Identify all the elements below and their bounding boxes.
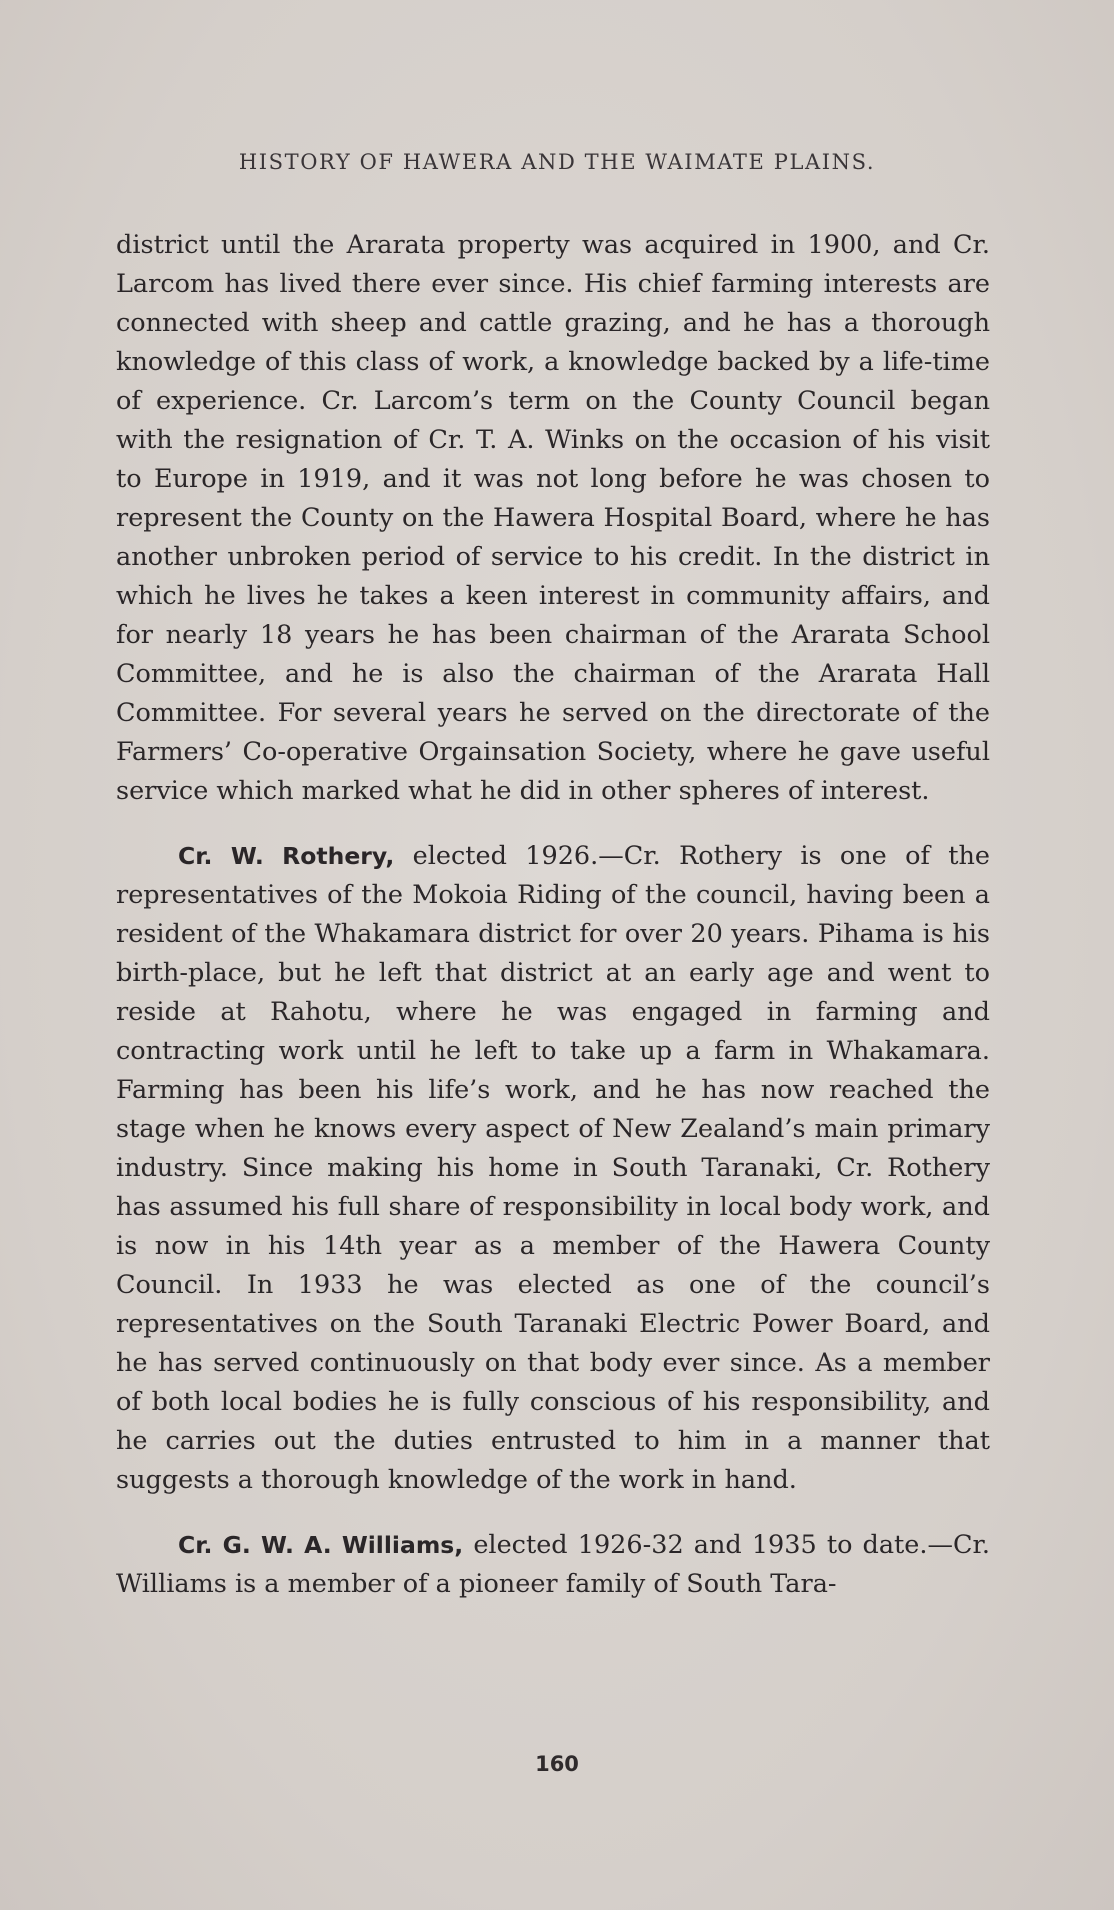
running-title: HISTORY OF HAWERA AND THE WAIMATE PLAINS. (238, 150, 876, 174)
paragraph-williams (116, 1526, 990, 1604)
paragraph-rothery-text: elected 1926.—Cr. Rothery is one of the representatives of the Mokoia Riding of the council, having been a resident of the Whakamara district for over 20 years. Pihama is his birth-place, but he left that district at an early age and went to reside at Rahotu, where he was engaged in farming and contracting work until he left to take up a farm in Whakamara. Farming has been his life’s work, and he has now reached the stage when he knows every aspect of New Zealand’s main primary industry. Since making his home in South Taranaki, Cr. Rothery has assumed his full share of responsibility in local body work, and is now in his 14th year as a member of the Hawera County Council. In 1933 he was elected as one of the council’s representatives on the South Taranaki Electric Power Board, and he has served continuously on that body ever since. As a member of both local bodies he is fully conscious of his responsibility, and he carries out the duties entrusted to him in a manner that suggests a thorough knowledge of the work in hand. (116, 841, 990, 1495)
paragraph-larcom-continued: district until the Ararata property was acquired in 1900, and Cr. Larcom has lived there ever since. His chief farming interests are connected with sheep and cattle grazing, and he has a thorough knowledge of this class of work, a knowledge backed by a life-time of experience. Cr. Larcom’s term on the County Council began with the resignation of Cr. T. A. Winks on the occasion of his visit to Europe in 1919, and it was not long before he was chosen to represent the County on the Hawera Hospital Board, where he has another unbroken period of service to his credit. In the district in which he lives he takes a keen interest in community affairs, and for nearly 18 years he has been chairman of the Ararata School Committee, and he is also the chairman of the Ararata Hall Committee. For several years he served on the directorate of the Farmers’ Co-operative Orgainsation Society, where he gave useful service which marked what he did in other spheres of interest. (116, 230, 990, 806)
councillor-name-rothery: Cr. W. Rothery, (178, 842, 395, 870)
paragraph-williams-text: elected 1926-32 and 1935 to date.—Cr. Williams is a member of a pioneer family of South Tara- (116, 1530, 990, 1599)
page-number: 160 (535, 1752, 579, 1776)
councillor-name-williams: Cr. G. W. A. Williams, (178, 1531, 464, 1559)
body-text (116, 226, 990, 1604)
paragraph-rothery (116, 837, 990, 1500)
